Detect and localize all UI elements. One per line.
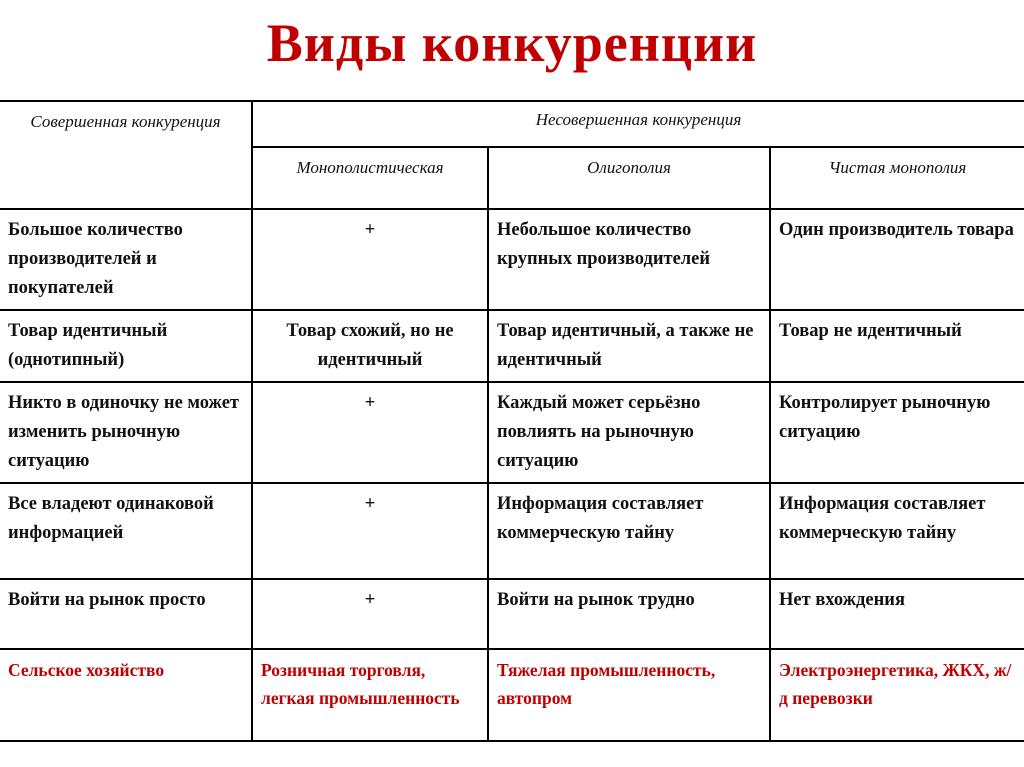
table-cell: Товар идентичный, а также не идентичный <box>488 310 770 382</box>
example-cell: Розничная торговля, легкая промышленность <box>252 649 488 741</box>
header-row <box>0 101 1024 147</box>
table-row <box>0 579 1024 649</box>
table-cell: + <box>252 209 488 310</box>
table-cell: Войти на рынок просто <box>0 579 252 649</box>
competition-table <box>0 100 1024 742</box>
table-cell: + <box>252 483 488 579</box>
table-cell: Товар идентичный (однотипный) <box>0 310 252 382</box>
table-cell: + <box>252 382 488 483</box>
table-cell: Все владеют одинаковой информацией <box>0 483 252 579</box>
table-row <box>0 209 1024 310</box>
table-cell: Один производитель товара <box>770 209 1024 310</box>
table-row <box>0 483 1024 579</box>
header-imperfect-competition: Несовершенная конкуренция <box>252 101 1024 147</box>
table-cell: Большое количество производителей и покупателей <box>0 209 252 310</box>
table-cell: Нет вхождения <box>770 579 1024 649</box>
table-row <box>0 310 1024 382</box>
header-monopolistic: Монополистическая <box>252 147 488 209</box>
table-cell: Информация составляет коммерческую тайну <box>770 483 1024 579</box>
table-cell: Контролирует рыночную ситуацию <box>770 382 1024 483</box>
header-oligopoly: Олигополия <box>488 147 770 209</box>
table-cell: Товар схожий, но не идентичный <box>252 310 488 382</box>
header-pure-monopoly: Чистая монополия <box>770 147 1024 209</box>
table-cell: Товар не идентичный <box>770 310 1024 382</box>
table-cell: Небольшое количество крупных производителей <box>488 209 770 310</box>
table-cell: Войти на рынок трудно <box>488 579 770 649</box>
examples-row <box>0 649 1024 741</box>
example-cell: Сельское хозяйство <box>0 649 252 741</box>
table-row <box>0 382 1024 483</box>
example-cell: Электроэнергетика, ЖКХ, ж/д перевозки <box>770 649 1024 741</box>
page-title: Виды конкуренции <box>266 13 758 73</box>
table-cell: Информация составляет коммерческую тайну <box>488 483 770 579</box>
table-cell: Каждый может серьёзно повлиять на рыночную ситуацию <box>488 382 770 483</box>
example-cell: Тяжелая промышленность, автопром <box>488 649 770 741</box>
table-cell: Никто в одиночку не может изменить рыночную ситуацию <box>0 382 252 483</box>
table-cell: + <box>252 579 488 649</box>
header-perfect-competition: Совершенная конкуренция <box>0 101 252 209</box>
